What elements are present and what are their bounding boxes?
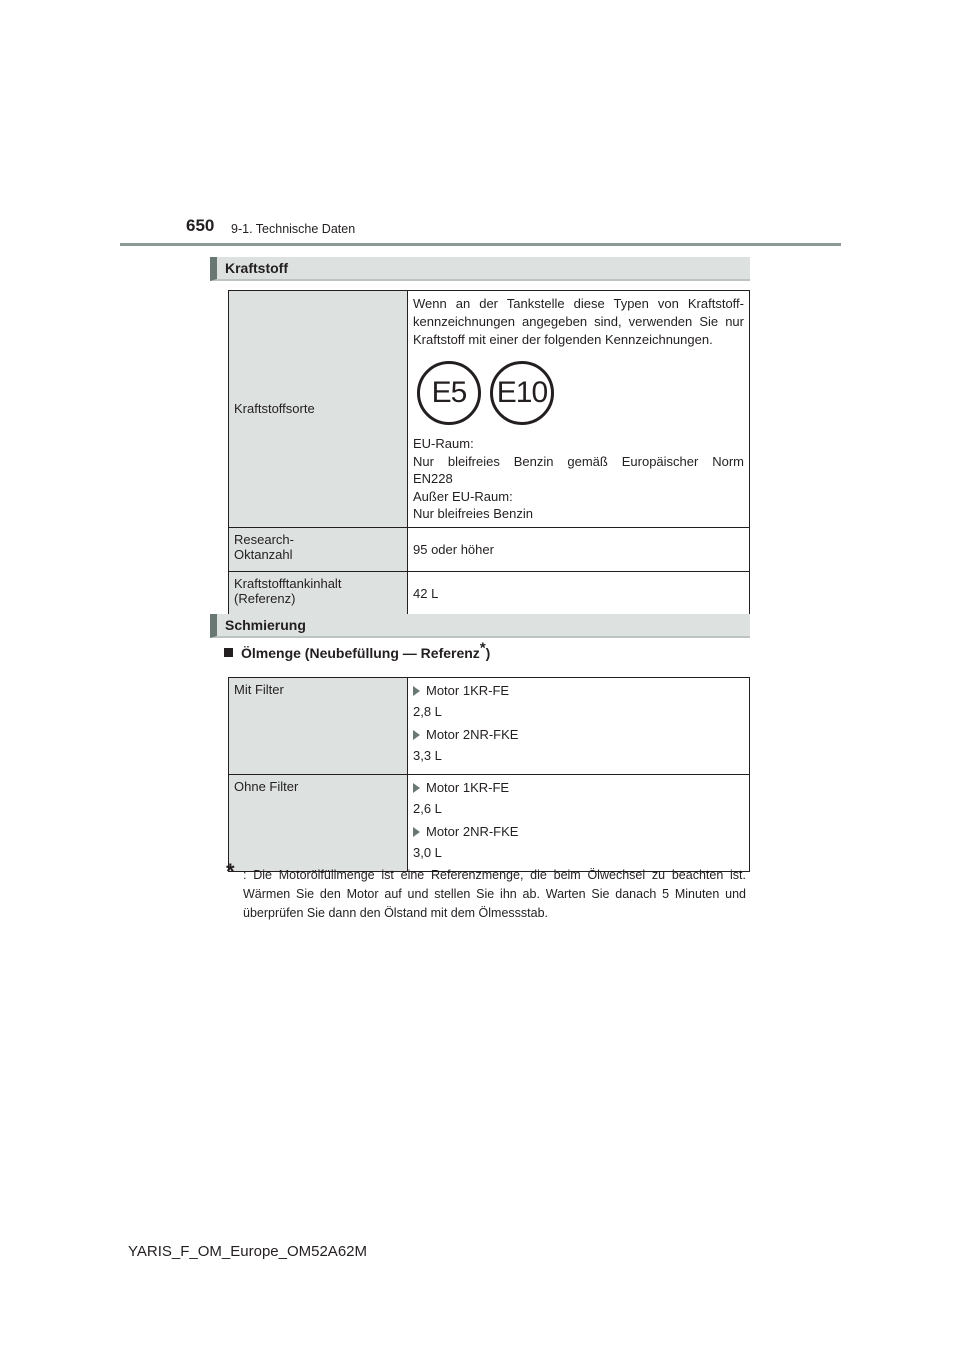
oil-value: 3,3 L <box>413 748 442 763</box>
page-number: 650 <box>186 216 215 235</box>
eu-label: EU-Raum: <box>413 436 474 451</box>
oil-quantity-table <box>228 677 750 872</box>
table-row <box>229 678 750 775</box>
fuel-type-description: Wenn an der Tankstelle diese Typen von Kraftstoff-kennzeichnungen angegeben sind, verwenden Sie nur Kraftstoff mit einer der folgenden Kennzeichnungen. <box>413 296 744 347</box>
motor-name: Motor 1KR-FE <box>426 780 510 795</box>
eu-text: Nur bleifreies Benzin gemäß Europäischer Norm <box>413 453 744 469</box>
footnote-mark: * <box>479 639 486 657</box>
e10-label-icon: E10 <box>490 361 554 425</box>
motor-entry <box>413 823 744 840</box>
non-eu-text: Nur bleifreies Benzin <box>413 506 533 521</box>
fuel-spec-table <box>228 290 750 616</box>
table-row <box>229 775 750 872</box>
triangle-right-icon <box>413 686 420 696</box>
motor-entry <box>413 779 744 796</box>
tank-label-line1: Kraftstofftankinhalt <box>234 575 342 591</box>
oil-value: 3,0 L <box>413 845 442 860</box>
oil-heading-close: ) <box>485 645 491 661</box>
triangle-right-icon <box>413 783 420 793</box>
octane-label-line1: Research- <box>234 531 294 547</box>
with-filter-label: Mit Filter <box>229 678 408 775</box>
fuel-type-cell <box>408 291 750 528</box>
oil-quantity-heading <box>224 639 491 661</box>
with-filter-cell <box>408 678 750 775</box>
fuel-badges <box>417 361 744 425</box>
table-row <box>229 527 750 571</box>
oil-value: 2,6 L <box>413 801 442 816</box>
footnote <box>226 859 746 923</box>
tank-label <box>229 571 408 615</box>
eu-norm: EN228 <box>413 471 453 486</box>
motor-name: Motor 2NR-FKE <box>426 727 519 742</box>
triangle-right-icon <box>413 827 420 837</box>
header-divider <box>120 243 841 246</box>
octane-label-line2: Oktanzahl <box>234 546 293 562</box>
tank-label-line2: (Referenz) <box>234 590 296 606</box>
without-filter-cell <box>408 775 750 872</box>
oil-heading-text: Ölmenge (Neubefüllung — Referenz <box>241 645 480 661</box>
section-heading-lubrication: Schmierung <box>210 614 750 638</box>
section-heading-fuel: Kraftstoff <box>210 257 750 281</box>
bullet-square-icon <box>224 648 233 657</box>
motor-entry <box>413 682 744 699</box>
document-id: YARIS_F_OM_Europe_OM52A62M <box>128 1243 367 1260</box>
motor-name: Motor 2NR-FKE <box>426 824 519 839</box>
fuel-type-label: Kraftstoffsorte <box>229 291 408 528</box>
octane-value: 95 oder höher <box>408 527 750 571</box>
section-title: 9-1. Technische Daten <box>231 222 356 236</box>
e5-label-icon: E5 <box>417 361 481 425</box>
table-row <box>229 571 750 615</box>
motor-name: Motor 1KR-FE <box>426 683 510 698</box>
non-eu-label: Außer EU-Raum: <box>413 488 513 504</box>
triangle-right-icon <box>413 730 420 740</box>
octane-label <box>229 527 408 571</box>
tank-value: 42 L <box>408 571 750 615</box>
oil-value: 2,8 L <box>413 704 442 719</box>
footnote-asterisk: * <box>226 859 235 884</box>
footnote-text: : Die Motorölfüllmenge ist eine Referenzmenge, die beim Ölwechsel zu beachten ist. Wärmen Sie den Motor auf und stellen Sie ihn ab. Warten Sie danach 5 Minuten und überprüfen Sie dann den Ölstand mit dem Ölmessstab. <box>243 868 746 920</box>
without-filter-label: Ohne Filter <box>229 775 408 872</box>
table-row <box>229 291 750 528</box>
motor-entry <box>413 726 744 743</box>
